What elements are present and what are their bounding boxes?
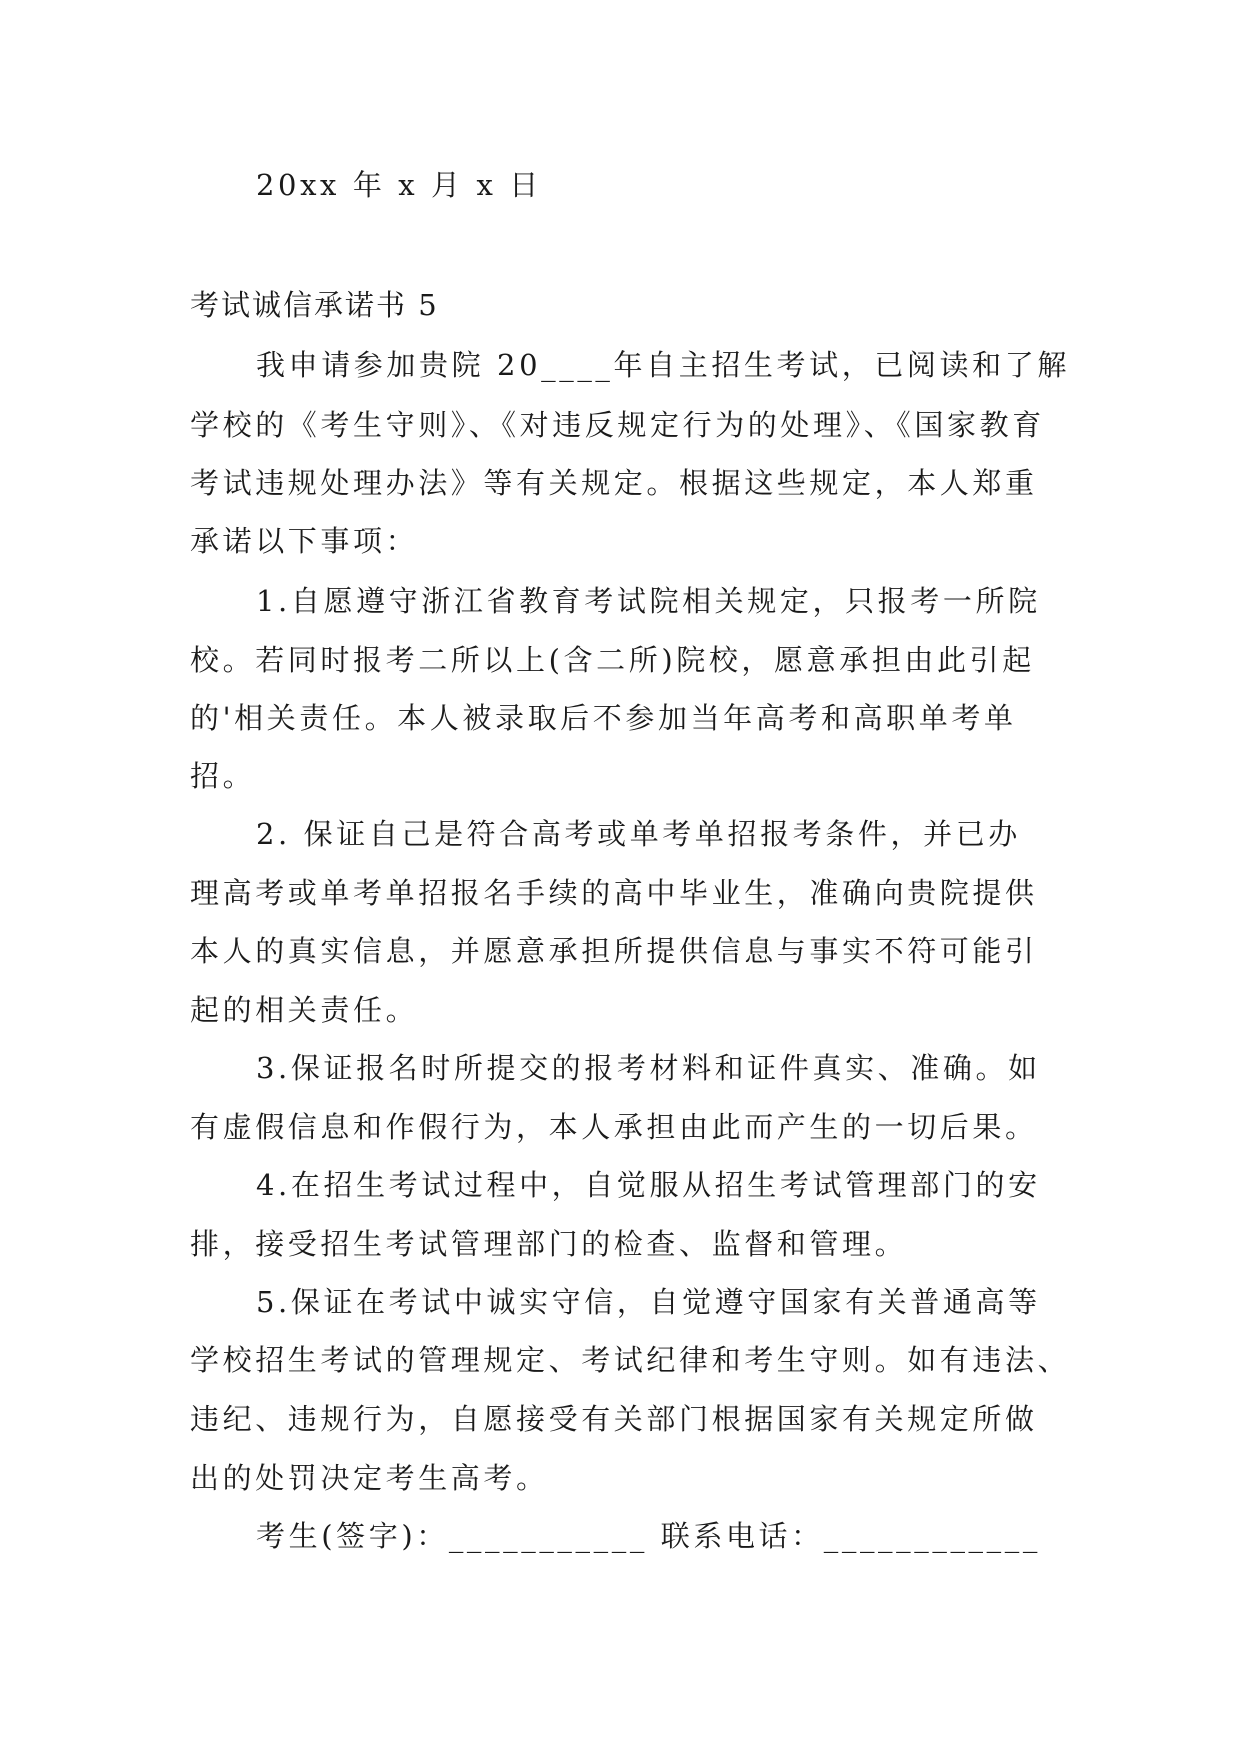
item-5-line-3: 违纪、违规行为，自愿接受有关部门根据国家有关规定所做 (190, 1402, 1038, 1436)
item-1-line-4: 招。 (190, 759, 256, 793)
item-2-line-1: 2. 保证自己是符合高考或单考单招报考条件，并已办 (256, 817, 1021, 851)
intro-line-3: 考试违规处理办法》等有关规定。根据这些规定，本人郑重 (190, 466, 1038, 500)
item-1-line-3: 的'相关责任。本人被录取后不参加当年高考和高职单考单 (190, 701, 1017, 735)
item-1-line-2: 校。若同时报考二所以上(含二所)院校，愿意承担由此引起 (190, 643, 1035, 677)
item-5-line-2: 学校招生考试的管理规定、考试纪律和考生守则。如有违法、 (190, 1343, 1071, 1377)
intro-line-2: 学校的《考生守则》、《对违反规定行为的处理》、《国家教育 (190, 408, 1045, 442)
item-3-line-1: 3.保证报名时所提交的报考材料和证件真实、准确。如 (256, 1051, 1041, 1085)
item-2-line-2: 理高考或单考单招报名手续的高中毕业生，准确向贵院提供 (190, 876, 1038, 910)
date-line: 20xx 年 x 月 x 日 (256, 168, 542, 202)
document-heading: 考试诚信承诺书 5 (190, 288, 439, 322)
intro-line-4: 承诺以下事项： (190, 524, 419, 558)
item-4-line-1: 4.在招生考试过程中，自觉服从招生考试管理部门的安 (256, 1168, 1041, 1202)
item-2-line-4: 起的相关责任。 (190, 993, 419, 1027)
item-3-line-2: 有虚假信息和作假行为，本人承担由此而产生的一切后果。 (190, 1110, 1038, 1144)
item-1-line-1: 1.自愿遵守浙江省教育考试院相关规定，只报考一所院 (256, 584, 1041, 618)
signature-line: 考生(签字)：___________ 联系电话：____________ (256, 1519, 1041, 1553)
intro-line-1: 我申请参加贵院 20____年自主招生考试，已阅读和了解 (256, 348, 1070, 382)
item-2-line-3: 本人的真实信息，并愿意承担所提供信息与事实不符可能引 (190, 934, 1038, 968)
item-5-line-4: 出的处罚决定考生高考。 (190, 1461, 549, 1495)
item-4-line-2: 排，接受招生考试管理部门的检查、监督和管理。 (190, 1227, 908, 1261)
item-5-line-1: 5.保证在考试中诚实守信，自觉遵守国家有关普通高等 (256, 1285, 1041, 1319)
